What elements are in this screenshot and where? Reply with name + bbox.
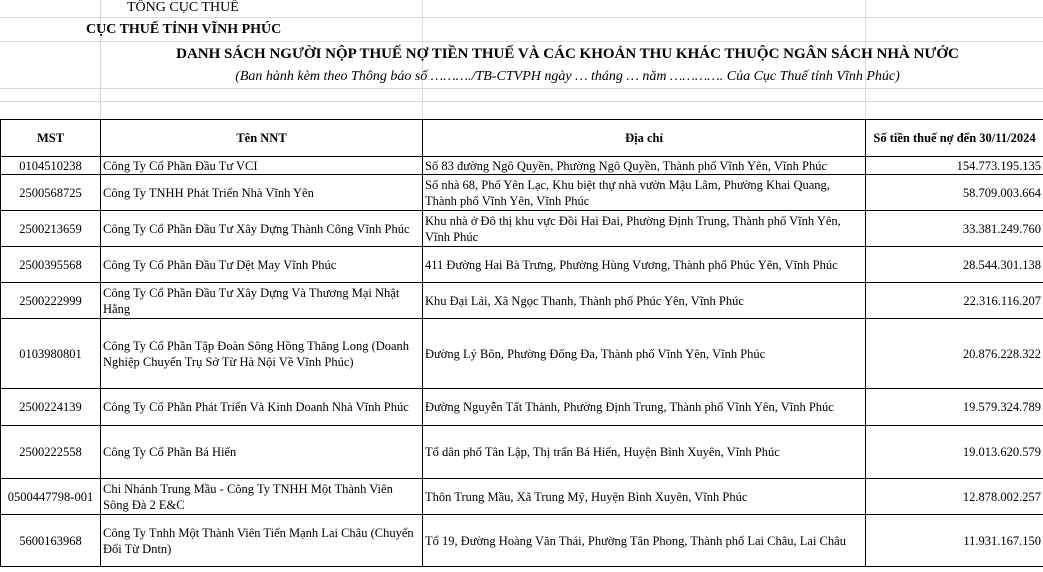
- cell-address: Đường Lý Bôn, Phường Đống Đa, Thành phố Vĩnh Yên, Vĩnh Phúc: [423, 319, 866, 389]
- table-row: [1, 157, 1043, 175]
- document-title: DANH SÁCH NGƯỜI NỘP THUẾ NỢ TIỀN THUẾ VÀ CÁC KHOẢN THU KHÁC THUỘC NGÂN SÁCH NHÀ NƯỚC: [176, 46, 959, 62]
- cell-name: Chi Nhánh Trung Mầu - Công Ty TNHH Một Thành Viên Sông Đà 2 E&C: [101, 479, 423, 515]
- cell-name: Công Ty Tnhh Một Thành Viên Tiến Mạnh Lai Châu (Chuyển Đổi Từ Dntn): [101, 515, 423, 567]
- cell-amount: 20.876.228.322: [866, 319, 1043, 389]
- cell-amount: 11.931.167.150: [866, 515, 1043, 567]
- table-row: [1, 175, 1043, 211]
- cell-name: Công Ty Cổ Phần Bá Hiến: [101, 426, 423, 479]
- column-header-address: Địa chỉ: [423, 120, 866, 157]
- cell-name: Công Ty TNHH Phát Triển Nhà Vĩnh Yên: [101, 175, 423, 211]
- cell-address: Khu Đại Lải, Xã Ngọc Thanh, Thành phố Phúc Yên, Vĩnh Phúc: [423, 283, 866, 319]
- cell-mst: 2500222558: [1, 426, 101, 479]
- agency-line-1: TỔNG CỤC THUẾ: [127, 0, 239, 15]
- cell-amount: 19.579.324.789: [866, 389, 1043, 426]
- cell-mst: 2500213659: [1, 211, 101, 247]
- cell-amount: 22.316.116.207: [866, 283, 1043, 319]
- cell-address: Đường Nguyễn Tất Thành, Phường Định Trung, Thành phố Vĩnh Yên, Vĩnh Phúc: [423, 389, 866, 426]
- cell-name: Công Ty Cổ Phần Đầu Tư Dệt May Vĩnh Phúc: [101, 247, 423, 283]
- cell-mst: 2500224139: [1, 389, 101, 426]
- cell-mst: 0104510238: [1, 157, 101, 175]
- cell-name: Công Ty Cổ Phần Tập Đoàn Sông Hồng Thăng Long (Doanh Nghiệp Chuyển Trụ Sở Từ Hà Nội Về Vĩnh Phúc): [101, 319, 423, 389]
- cell-name: Công Ty Cổ Phần Đầu Tư Xây Dựng Thành Công Vĩnh Phúc: [101, 211, 423, 247]
- gridline: [0, 88, 1043, 89]
- cell-address: Số nhà 68, Phố Yên Lạc, Khu biệt thự nhà vườn Mậu Lâm, Phường Khai Quang, Thành phố Vĩnh Yên, Vĩnh Phúc: [423, 175, 866, 211]
- cell-address: 411 Đường Hai Bà Trưng, Phường Hùng Vương, Thành phố Phúc Yên, Vĩnh Phúc: [423, 247, 866, 283]
- column-header-name: Tên NNT: [101, 120, 423, 157]
- column-header-mst: MST: [1, 120, 101, 157]
- cell-amount: 33.381.249.760: [866, 211, 1043, 247]
- cell-address: Tổ 19, Đường Hoàng Văn Thái, Phường Tân Phong, Thành phố Lai Châu, Lai Châu: [423, 515, 866, 567]
- table-row: [1, 479, 1043, 515]
- cell-address: Số 83 đường Ngô Quyền, Phường Ngô Quyền, Thành phố Vĩnh Yên, Vĩnh Phúc: [423, 157, 866, 175]
- table-row: [1, 426, 1043, 479]
- cell-name: Công Ty Cổ Phần Phát Triển Và Kinh Doanh Nhà Vĩnh Phúc: [101, 389, 423, 426]
- table-row: [1, 319, 1043, 389]
- agency-line-2: CỤC THUẾ TỈNH VĨNH PHÚC: [86, 22, 282, 37]
- cell-address: Tổ dân phố Tân Lập, Thị trấn Bá Hiến, Huyện Bình Xuyên, Vĩnh Phúc: [423, 426, 866, 479]
- cell-amount: 58.709.003.664: [866, 175, 1043, 211]
- table-row: [1, 211, 1043, 247]
- cell-mst: 0103980801: [1, 319, 101, 389]
- cell-mst: 5600163968: [1, 515, 101, 567]
- cell-amount: 28.544.301.138: [866, 247, 1043, 283]
- cell-amount: 154.773.195.135: [866, 157, 1043, 175]
- table-row: [1, 283, 1043, 319]
- debtor-table: [0, 119, 1043, 567]
- document-subtitle: (Ban hành kèm theo Thông báo số ………./TB-CTVPH ngày … tháng … năm …………. Của Cục Thuế tỉnh Vĩnh Phúc): [235, 69, 900, 84]
- cell-name: Công Ty Cổ Phần Đầu Tư VCI: [101, 157, 423, 175]
- table-header-row: [1, 120, 1043, 157]
- cell-address: Khu nhà ở Đô thị khu vực Đồi Hai Đai, Phường Định Trung, Thành phố Vĩnh Yên, Vĩnh Phúc: [423, 211, 866, 247]
- cell-address: Thôn Trung Mầu, Xã Trung Mỹ, Huyện Bình Xuyên, Vĩnh Phúc: [423, 479, 866, 515]
- cell-amount: 19.013.620.579: [866, 426, 1043, 479]
- column-header-amount: Số tiền thuế nợ đến 30/11/2024: [866, 120, 1043, 157]
- cell-mst: 2500395568: [1, 247, 101, 283]
- gridline: [0, 41, 1043, 42]
- cell-mst: 0500447798-001: [1, 479, 101, 515]
- cell-mst: 2500222999: [1, 283, 101, 319]
- gridline: [0, 101, 1043, 102]
- gridline: [0, 17, 1043, 18]
- cell-amount: 12.878.002.257: [866, 479, 1043, 515]
- table-row: [1, 515, 1043, 567]
- cell-name: Công Ty Cổ Phần Đầu Tư Xây Dựng Và Thương Mại Nhật Hằng: [101, 283, 423, 319]
- cell-mst: 2500568725: [1, 175, 101, 211]
- table-row: [1, 389, 1043, 426]
- table-row: [1, 247, 1043, 283]
